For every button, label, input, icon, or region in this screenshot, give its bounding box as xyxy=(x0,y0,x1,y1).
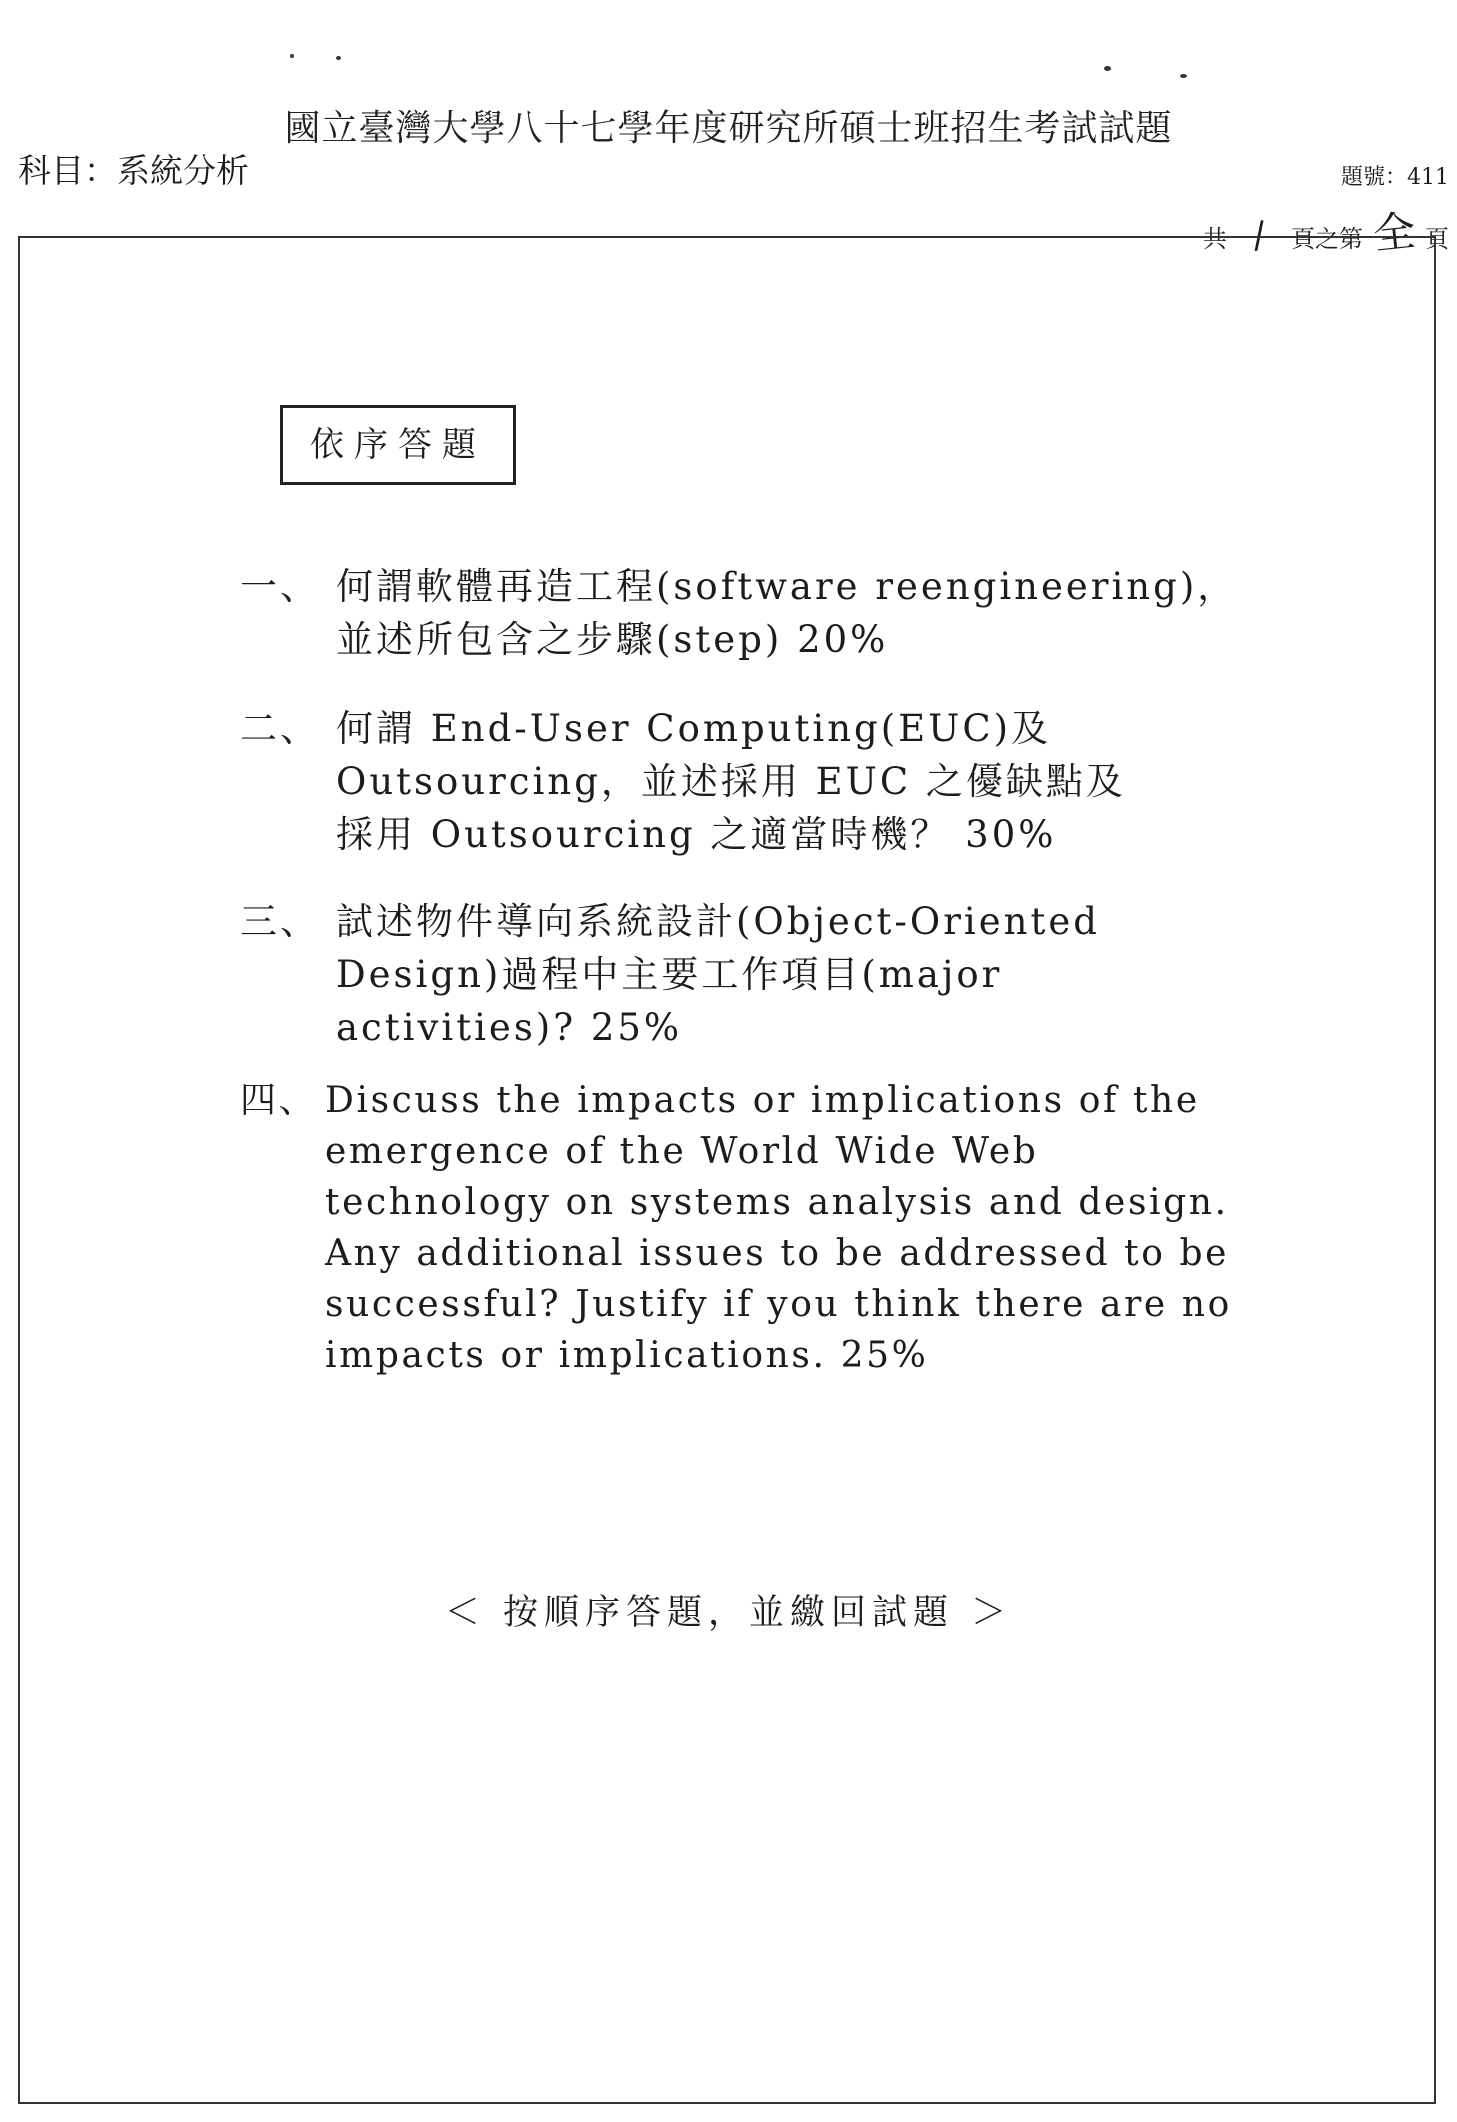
page-suffix: 頁 xyxy=(1425,225,1449,253)
page-title: 國立臺灣大學八十七學年度研究所碩士班招生考試試題 xyxy=(284,108,1173,149)
question-number: 二、 xyxy=(240,707,320,750)
question-text: Discuss the impacts or implications of the emergence of the World Wide Web technology on systems analysis and design. Any additional issues to be addressed to be successful? Justify if you think there are no impacts or implications. 25% xyxy=(325,1080,1232,1376)
question-text: 何謂軟體再造工程(software reengineering)， 並述所包含之步驟(step) 20% xyxy=(336,565,1238,661)
question-3 xyxy=(240,895,1240,1054)
question-4 xyxy=(240,1075,1240,1381)
page-total-value: / xyxy=(1250,214,1268,257)
page-current-value: 全 xyxy=(1370,205,1418,260)
question-2 xyxy=(240,702,1240,861)
exam-subject: 科目：系統分析 xyxy=(18,151,249,190)
exam-number: 題號：411 xyxy=(1341,165,1449,190)
question-number: 三、 xyxy=(240,900,320,943)
question-number: 四、 xyxy=(240,1080,318,1121)
scan-speck xyxy=(336,56,341,60)
question-text: 試述物件導向系統設計(Object-Oriented Design)過程中主要工作項目(major activities)? 25% xyxy=(336,900,1100,1049)
question-number: 一、 xyxy=(240,565,320,608)
scan-speck xyxy=(1104,66,1111,71)
page-of-label: 頁之第 xyxy=(1290,225,1363,253)
question-text: 何謂 End-User Computing(EUC)及 Outsourcing，並述採用 EUC 之優缺點及 採用 Outsourcing 之適當時機？ 30% xyxy=(336,707,1126,856)
page-total-label: 共 xyxy=(1202,225,1227,253)
answer-in-order-box: 依序答題 xyxy=(280,405,516,485)
scan-speck xyxy=(1180,74,1187,78)
closing-instruction: ＜ 按順序答題，並繳回試題 ＞ xyxy=(444,1593,1013,1633)
scan-speck xyxy=(290,54,294,58)
question-1 xyxy=(240,560,1240,666)
